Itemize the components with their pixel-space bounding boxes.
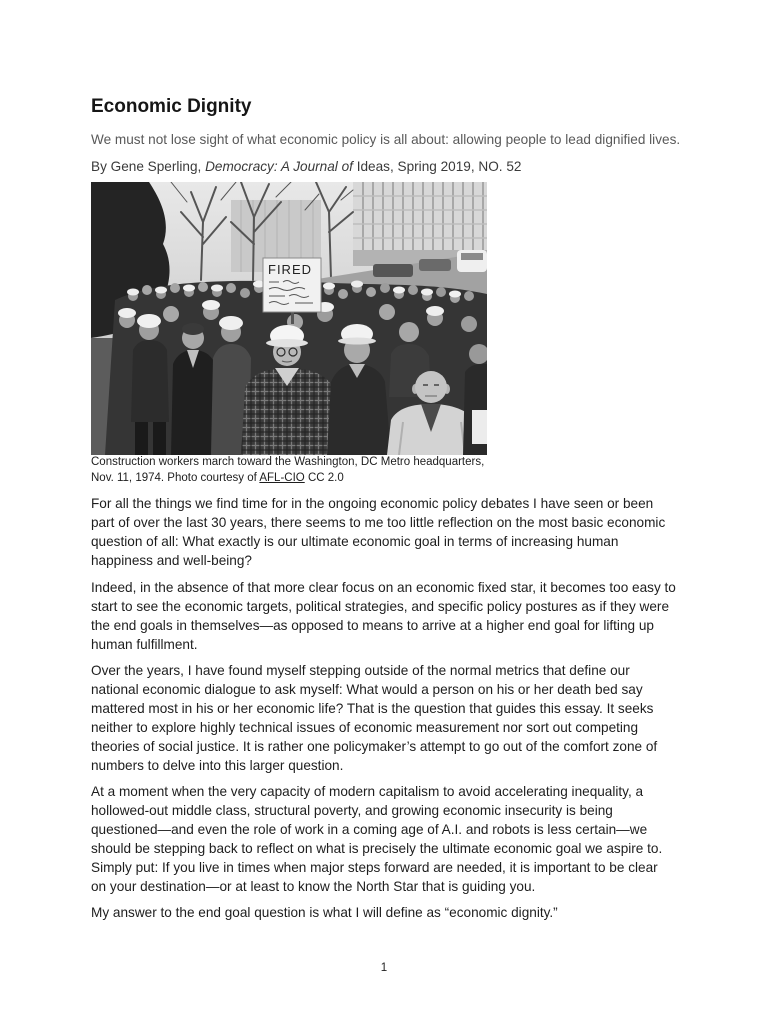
hard-hat (421, 289, 433, 296)
hard-hat (449, 291, 461, 298)
body-paragraph (91, 661, 657, 775)
photo-credit-link[interactable]: AFL-CIO (259, 472, 305, 484)
car-window (461, 253, 483, 260)
caption-license: CC 2.0 (307, 472, 344, 484)
body-paragraph (91, 578, 676, 654)
photo-caption (91, 454, 484, 486)
hard-hat (426, 306, 444, 316)
paragraph-line: Over the years, I have found myself stepping outside of the normal metrics that define our (91, 662, 630, 678)
head (436, 287, 446, 297)
head (198, 282, 208, 292)
head (379, 304, 395, 320)
byline (91, 157, 521, 176)
dark-jacket (327, 364, 391, 455)
hard-hat (183, 285, 195, 292)
hard-hat-brim (338, 338, 376, 345)
hard-hat (219, 316, 243, 330)
head (399, 322, 419, 342)
paragraph-line: should be stepping back to reflect on what is precisely the ultimate economic goal we aspire to. (91, 840, 663, 856)
hard-hat (211, 285, 223, 292)
parked-car (373, 264, 413, 277)
protest-sign-text: FIRED (268, 262, 312, 277)
head (408, 285, 418, 295)
hard-hat (393, 287, 405, 294)
hard-hat (202, 300, 220, 310)
head (366, 287, 376, 297)
paragraph-line: theories of social justice. It is rather one policymaker’s attempt to go out of the comfort zone of (91, 738, 658, 754)
paragraph-line: numbers to delve into this larger question. (91, 757, 344, 773)
paragraph-line: Indeed, in the absence of that more clear focus on an economic fixed star, it becomes too easy to (91, 579, 676, 595)
body-paragraph (91, 782, 662, 896)
article-subtitle: We must not lose sight of what economic policy is all about: allowing people to lead dignified lives. (91, 131, 681, 147)
picket-sign (472, 410, 487, 444)
paragraph-line: the end goals in themselves—as opposed to means to arrive at a higher end goal for lifting up (91, 617, 654, 633)
byline-publication-italic: Democracy: A Journal of (205, 158, 353, 174)
paragraph-line: hollowed-out middle class, structural poverty, and growing economic insecurity is being (91, 802, 613, 818)
caption-line (91, 470, 484, 486)
leg (135, 418, 148, 455)
body-paragraph (91, 494, 665, 570)
paragraph-line: human fulfillment. (91, 636, 198, 652)
page-number: 1 (380, 962, 388, 974)
paragraph-line: part of over the last 30 years, there seems to me too little reflection on the most basic economic (91, 514, 666, 530)
head (226, 283, 236, 293)
head (338, 289, 348, 299)
hard-hat (351, 281, 363, 288)
head (461, 316, 477, 332)
head (380, 283, 390, 293)
byline-author: By Gene Sperling, (91, 158, 202, 174)
head (142, 285, 152, 295)
paragraph-line: mattered most in his or her economic life? That is the question that guides this essay. It seeks (91, 700, 654, 716)
byline-publication-rest: Ideas, Spring 2019, NO. 52 (356, 158, 522, 174)
hard-hat (118, 308, 136, 318)
paragraph-line: questioned—and even the role of work in a coming age of A.I. and robots is less certain—we (91, 821, 648, 837)
paragraph-line: Simply put: If you live in times when major steps forward are needed, it is important to be clear (91, 859, 658, 875)
leg (153, 418, 166, 455)
paragraph-line: national economic dialogue to ask myself: What would a person on his or her death bed say (91, 681, 643, 697)
body-paragraph (91, 903, 558, 922)
hard-hat (127, 289, 139, 296)
hard-hat-brim (266, 339, 308, 347)
head (240, 288, 250, 298)
cap (182, 323, 204, 335)
paragraph-line: start to see the economic targets, political strategies, and specific policy postures as if they were (91, 598, 670, 614)
paragraph-line: question of all: What exactly is our ultimate economic goal in terms of increasing human (91, 533, 619, 549)
dark-coat (131, 340, 169, 422)
caption-date-credit: Nov. 11, 1974. Photo courtesy of (91, 472, 257, 484)
head (170, 283, 180, 293)
paragraph-line: on your destination—or at least to know the North Star that is guiding you. (91, 878, 536, 894)
paragraph-line: For all the things we find time for in the ongoing economic policy debates I have seen or been (91, 495, 654, 511)
paragraph-line: neither to explore highly technical issues of economic measurement nor sort out competing (91, 719, 639, 735)
head (415, 371, 447, 403)
head (464, 291, 474, 301)
article-title: Economic Dignity (91, 96, 252, 117)
paragraph-line: At a moment when the very capacity of modern capitalism to avoid accelerating inequality, a (91, 783, 644, 799)
caption-line: Construction workers march toward the Washington, DC Metro headquarters, (91, 456, 485, 468)
leather-jacket (171, 350, 217, 455)
parked-car (419, 259, 451, 271)
hard-hat (155, 287, 167, 294)
hard-hat (323, 283, 335, 290)
article-photo (91, 182, 487, 455)
paragraph-line: happiness and well-being? (91, 552, 252, 568)
paragraph-line: My answer to the end goal question is what I will define as “economic dignity.” (91, 904, 558, 920)
hard-hat (137, 314, 161, 328)
head (163, 306, 179, 322)
